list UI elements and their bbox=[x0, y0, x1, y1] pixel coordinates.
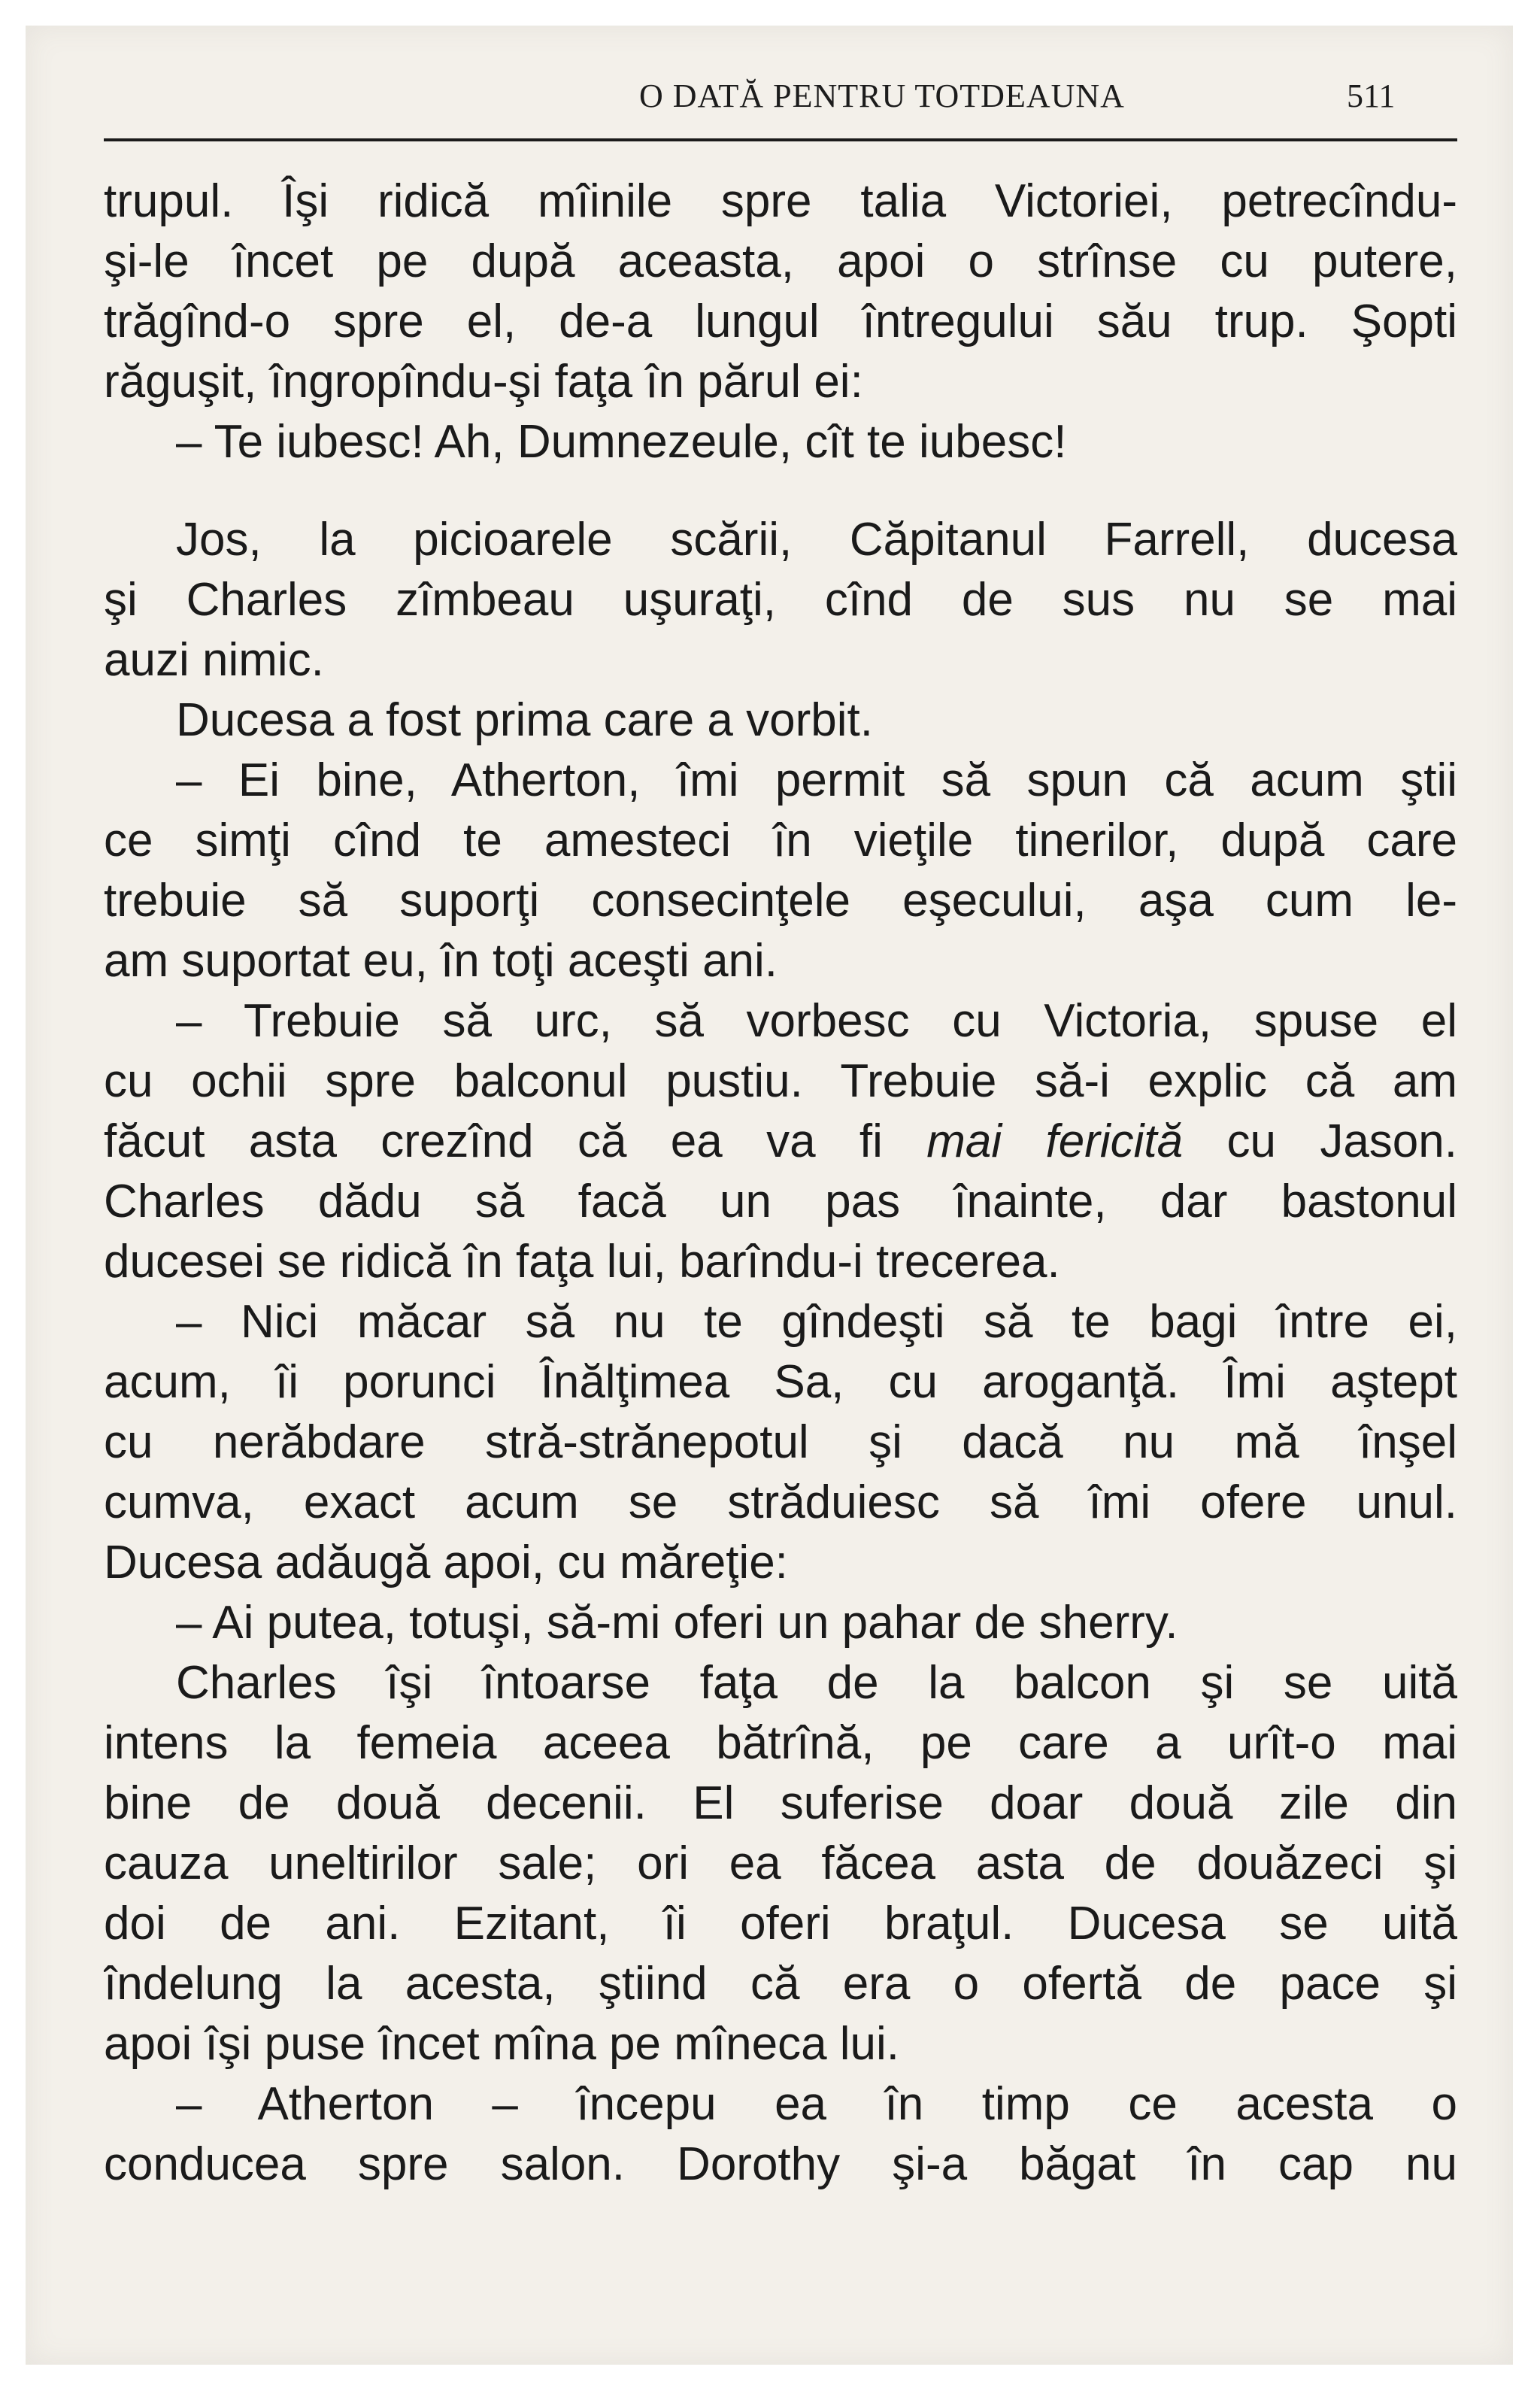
text-line: cu ochii spre balconul pustiu. Trebuie să-i explic că am bbox=[104, 1055, 1457, 1107]
book-title: O DATĂ PENTRU TOTDEAUNA bbox=[639, 77, 1125, 114]
text-line: şi-le încet pe după aceasta, apoi o strînse cu putere, bbox=[104, 235, 1457, 287]
page-number: 511 bbox=[1347, 77, 1396, 114]
text-line: auzi nimic. bbox=[104, 634, 324, 686]
text-run: cu Jason. bbox=[1183, 1115, 1457, 1167]
body-text bbox=[104, 171, 1457, 2195]
paragraph-gap bbox=[104, 472, 1457, 510]
italic-text: mai fericită bbox=[926, 1115, 1184, 1167]
text-line: – Nici măcar să nu te gîndeşti să te bagi între ei, bbox=[176, 1296, 1457, 1348]
text-line: trăgînd-o spre el, de-a lungul întregului său trup. Şopti bbox=[104, 296, 1457, 347]
text-line: cumva, exact acum se străduiesc să îmi ofere unul. bbox=[104, 1476, 1457, 1528]
text-line: ducesei se ridică în faţa lui, barîndu-i trecerea. bbox=[104, 1236, 1060, 1288]
text-line: Jos, la picioarele scării, Căpitanul Farrell, ducesa bbox=[176, 514, 1457, 566]
text-line: – Te iubesc! Ah, Dumnezeule, cît te iubesc! bbox=[176, 416, 1067, 468]
text-line: conducea spre salon. Dorothy şi-a băgat în cap nu bbox=[104, 2138, 1457, 2190]
text-line: acum, îi porunci Înălţimea Sa, cu aroganţă. Îmi aştept bbox=[104, 1356, 1457, 1408]
text-line: Charles dădu să facă un pas înainte, dar bastonul bbox=[104, 1176, 1457, 1227]
header-rule bbox=[104, 138, 1457, 141]
text-line: ce simţi cînd te amesteci în vieţile tinerilor, după care bbox=[104, 815, 1457, 866]
text-line: şi Charles zîmbeau uşuraţi, cînd de sus nu se mai bbox=[104, 574, 1457, 626]
text-line: Ducesa a fost prima care a vorbit. bbox=[176, 694, 873, 746]
text-line: – Ei bine, Atherton, îmi permit să spun că acum ştii bbox=[176, 754, 1457, 806]
text-line: trupul. Îşi ridică mîinile spre talia Victoriei, petrecîndu- bbox=[104, 175, 1457, 227]
text-run: făcut asta crezînd că ea va fi bbox=[104, 1115, 927, 1167]
text-line: doi de ani. Ezitant, îi oferi braţul. Ducesa se uită bbox=[104, 1898, 1457, 1950]
text-line: trebuie să suporţi consecinţele eşecului, aşa cum le- bbox=[104, 875, 1457, 927]
text-line-emphasis bbox=[104, 1112, 1457, 1172]
text-line: Charles îşi întoarse faţa de la balcon şi se uită bbox=[176, 1657, 1457, 1709]
book-page bbox=[26, 26, 1513, 2365]
text-line: bine de două decenii. El suferise doar două zile din bbox=[104, 1777, 1457, 1829]
running-head bbox=[26, 77, 1513, 122]
text-line: – Ai putea, totuşi, să-mi oferi un pahar de sherry. bbox=[176, 1597, 1178, 1649]
text-line: – Atherton – începu ea în timp ce acesta o bbox=[176, 2078, 1457, 2130]
text-line: intens la femeia aceea bătrînă, pe care a urît-o mai bbox=[104, 1717, 1457, 1769]
text-line: am suportat eu, în toţi aceşti ani. bbox=[104, 935, 778, 987]
text-line: cauza uneltirilor sale; ori ea făcea asta de douăzeci şi bbox=[104, 1837, 1457, 1889]
text-line: Ducesa adăugă apoi, cu măreţie: bbox=[104, 1537, 788, 1588]
text-line: îndelung la acesta, ştiind că era o ofertă de pace şi bbox=[104, 1958, 1457, 2010]
text-line: apoi îşi puse încet mîna pe mîneca lui. bbox=[104, 2018, 900, 2070]
text-line: răguşit, îngropîndu-şi faţa în părul ei: bbox=[104, 356, 863, 408]
text-line: cu nerăbdare stră-strănepotul şi dacă nu mă înşel bbox=[104, 1416, 1457, 1468]
text-line: – Trebuie să urc, să vorbesc cu Victoria, spuse el bbox=[176, 995, 1457, 1047]
